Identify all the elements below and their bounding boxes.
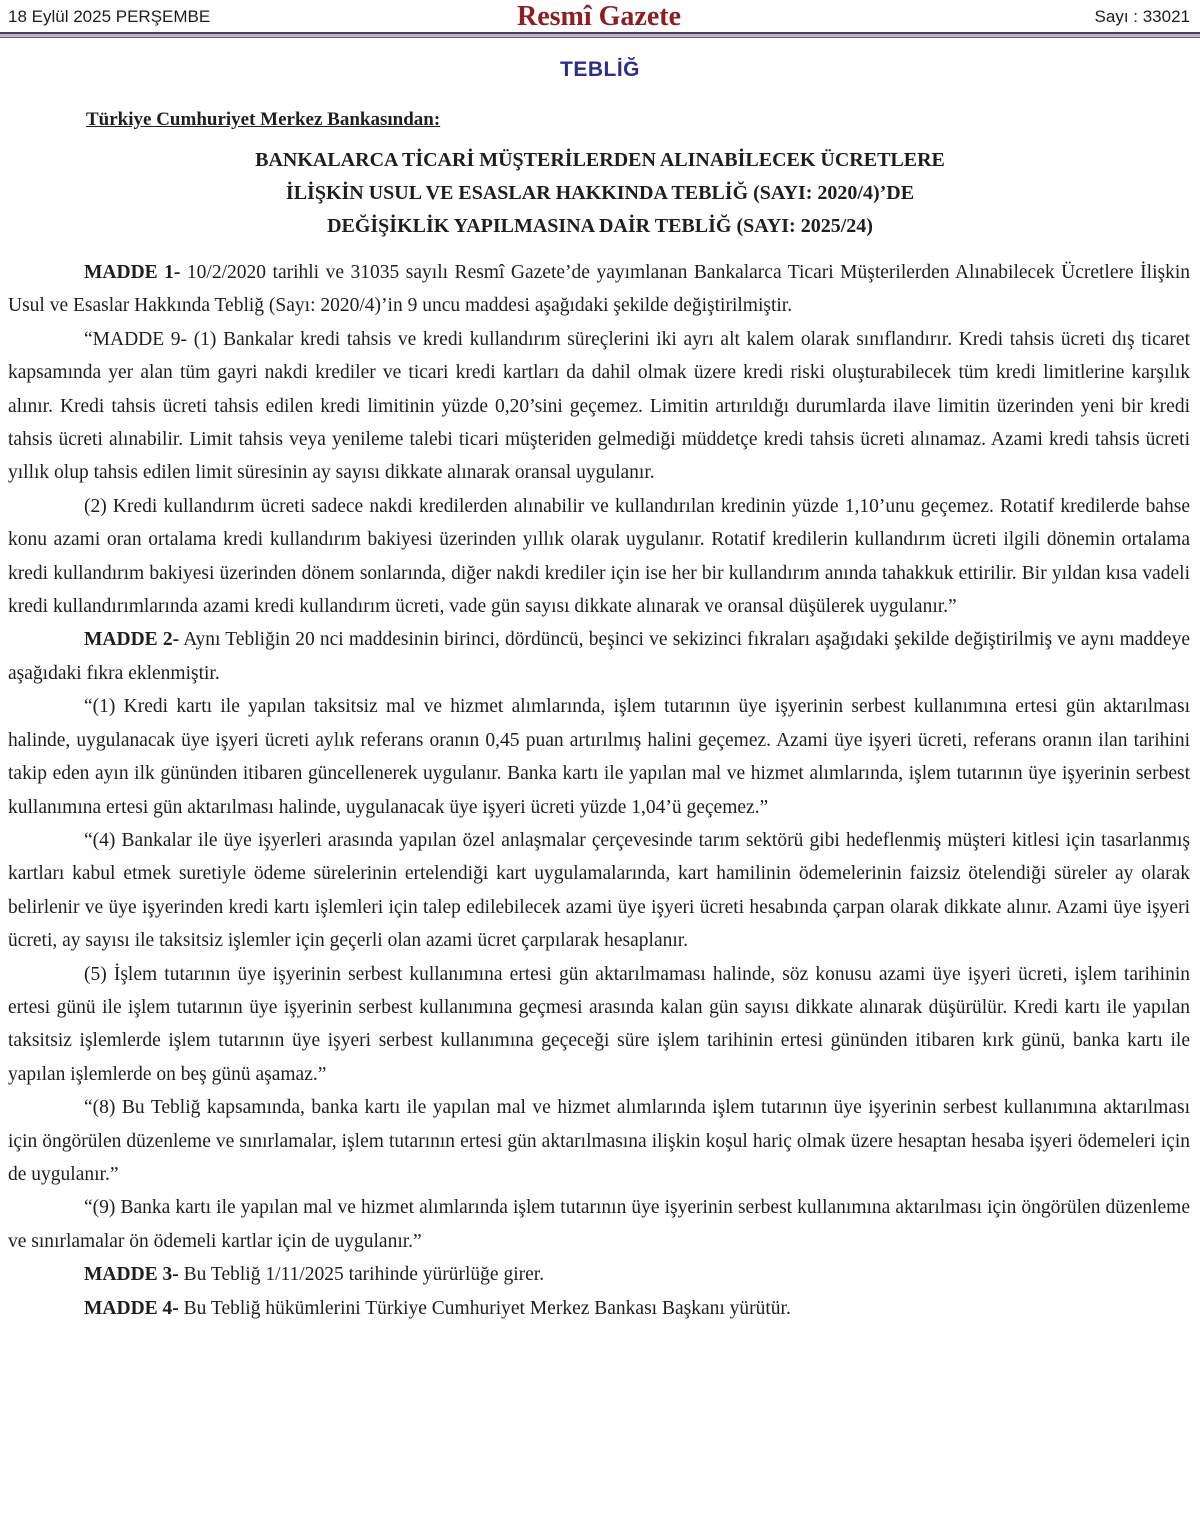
paragraph: “(4) Bankalar ile üye işyerleri arasında yapılan özel anlaşmalar çerçevesinde tarım sektörü gibi hedeflenmiş müşteri kitlesi için tasarlanmış kartları kabul etmek suretiyle ödeme sürelerinin ertelendiği kart uygulamalarında, kart hamilinin ödemelerinin faizsiz ötelendiği süreler ay olarak belirlenir ve üye işyerinden kredi kartı işlemleri için talep edilebilecek azami üye işyeri ücreti hesabında çarpan olarak dikkate alınır. Azami üye işyeri ücreti, ay sayısı ile taksitsiz işlemler için geçerli olan azami ücret çarpılarak hesaplanır. — [8, 829, 1190, 952]
section-heading: TEBLİĞ — [560, 58, 640, 81]
gazette-title: Resmî Gazete — [516, 0, 682, 32]
date-label: 18 Eylül 2025 PERŞEMBE — [8, 6, 211, 26]
article-label: MADDE 4- — [84, 1297, 179, 1319]
paragraph: “MADDE 9- (1) Bankalar kredi tahsis ve kredi kullandırım süreçlerini iki ayrı alt kalem olarak sınıflandırır. Kredi tahsis ücreti dış ticaret kapsamında yer alan tüm gayri nakdi krediler ve ticari kredi kartları da dahil olmak üzere kredi riski oluşturabilecek tüm kredi limitlerine karşılık alınır. Kredi tahsis ücreti tahsis edilen kredi limitinin yüzde 0,20’sini geçemez. Limitin artırıldığı durumlarda ilave limitin üzerinden yeni bir kredi tahsis ücreti alınabilir. Limit tahsis veya yenileme talebi ticari müşteriden gelmediği müddetçe kredi tahsis ücreti alınamaz. Azami kredi tahsis ücreti yıllık olup tahsis edilen limit süresinin ay sayısı dikkate alınarak oransal uygulanır. — [8, 328, 1190, 484]
paragraph: MADDE 2- Aynı Tebliğin 20 nci maddesinin birinci, dördüncü, beşinci ve sekizinci fıkraları aşağıdaki şekilde değiştirilmiş ve aynı maddeye aşağıdaki fıkra eklenmiştir. — [8, 629, 1190, 684]
paragraph: MADDE 4- Bu Tebliğ hükümlerini Türkiye Cumhuriyet Merkez Bankası Başkanı yürütür. — [84, 1297, 791, 1319]
paragraph: (5) İşlem tutarının üye işyerinin serbest kullanımına ertesi gün aktarılmaması halinde, söz konusu azami üye işyeri ücreti, işlem tarihinin ertesi günü ile işlem tutarının üye işyerinin serbest kullanımına geçmesi arasında kalan gün sayısı dikkate alınarak düşürülür. Kredi kartı ile yapılan taksitsiz işlemlerde işlem tutarının üye işyeri serbest kullanımına geçeceği süre işlem tarihinin ertesi gününden itibaren kırk günü, banka kartı ile yapılan işlemlerde on beş günü aşamaz.” — [8, 963, 1190, 1085]
title-line-1: BANKALARCA TİCARİ MÜŞTERİLERDEN ALINABİLECEK ÜCRETLERE — [255, 149, 945, 171]
article-label: MADDE 2- — [84, 629, 180, 651]
header-divider — [0, 32, 1200, 38]
paragraph: “(1) Kredi kartı ile yapılan taksitsiz mal ve hizmet alımlarında, işlem tutarının üye işyerinin serbest kullanımına ertesi gün aktarılması halinde, uygulanacak üye işyeri ücreti aylık referans oranın 0,45 puan artırılmış halini geçemez. Azami üye işyeri ücreti, referans oranın ilan tarihini takip eden ayın ilk gününden itibaren güncellenerek uygulanır. Banka kartı ile yapılan mal ve hizmet alımlarında, işlem tutarının üye işyerinin serbest kullanımına ertesi gün aktarılması halinde, uygulanacak üye işyeri ücreti yüzde 1,04’ü geçemez.” — [8, 696, 1190, 818]
document-body — [8, 256, 1190, 1325]
document-title — [0, 144, 1200, 243]
paragraph: (2) Kredi kullandırım ücreti sadece nakdi kredilerden alınabilir ve kullandırılan kredinin yüzde 1,10’unu geçemez. Rotatif kredilerde bahse konu azami oran ortalama kredi kullandırım bakiyesi üzerinden yıllık olarak uygulanır. Rotatif kredilerin kullandırım ücreti ilgili dönemin ortalama kredi kullandırım bakiyesi üzerinden dönem sonlarında, diğer nakdi krediler için ise her bir kullandırım anında tahakkuk ettirilir. Bir yıldan kısa vadeli kredi kullandırımlarında azami kredi kullandırım ücreti, vade gün sayısı dikkate alınarak ve oransal düşülerek uygulanır.” — [8, 495, 1190, 618]
paragraph: MADDE 1- 10/2/2020 tarihli ve 31035 sayılı Resmî Gazete’de yayımlanan Bankalarca Ticari Müşterilerden Alınabilecek Ücretlere İlişkin Usul ve Esaslar Hakkında Tebliğ (Sayı: 2020/4)’in 9 uncu maddesi aşağıdaki şekilde değiştirilmiştir. — [8, 262, 1190, 317]
paragraph: “(8) Bu Tebliğ kapsamında, banka kartı ile yapılan mal ve hizmet alımlarında işlem tutarının üye işyerinin serbest kullanımına aktarılması için öngörülen düzenleme ve sınırlamalar, işlem tutarının ertesi gün aktarılmasına ilişkin koşul hariç olmak üzere hesaptan hesaba işyeri ödemeleri için de uygulanır.” — [8, 1097, 1190, 1185]
article-label: MADDE 3- — [84, 1264, 179, 1286]
paragraph: “(9) Banka kartı ile yapılan mal ve hizmet alımlarında işlem tutarının üye işyerinin serbest kullanımına aktarılması için öngörülen düzenleme ve sınırlamalar ön ödemeli kartlar için de uygulanır.” — [8, 1197, 1190, 1252]
article-label: MADDE 1- — [84, 262, 181, 283]
title-line-2: İLİŞKİN USUL VE ESASLAR HAKKINDA TEBLİĞ (SAYI: 2020/4)’DE — [285, 182, 915, 204]
masthead — [0, 0, 1200, 32]
issuing-authority: Türkiye Cumhuriyet Merkez Bankasından: — [86, 109, 441, 130]
title-line-3: DEĞİŞİKLİK YAPILMASINA DAİR TEBLİĞ (SAYI: 2025/24) — [327, 215, 873, 237]
paragraph: MADDE 3- Bu Tebliğ 1/11/2025 tarihinde yürürlüğe girer. — [84, 1264, 545, 1286]
issue-number-label: Sayı : 33021 — [1094, 6, 1190, 26]
